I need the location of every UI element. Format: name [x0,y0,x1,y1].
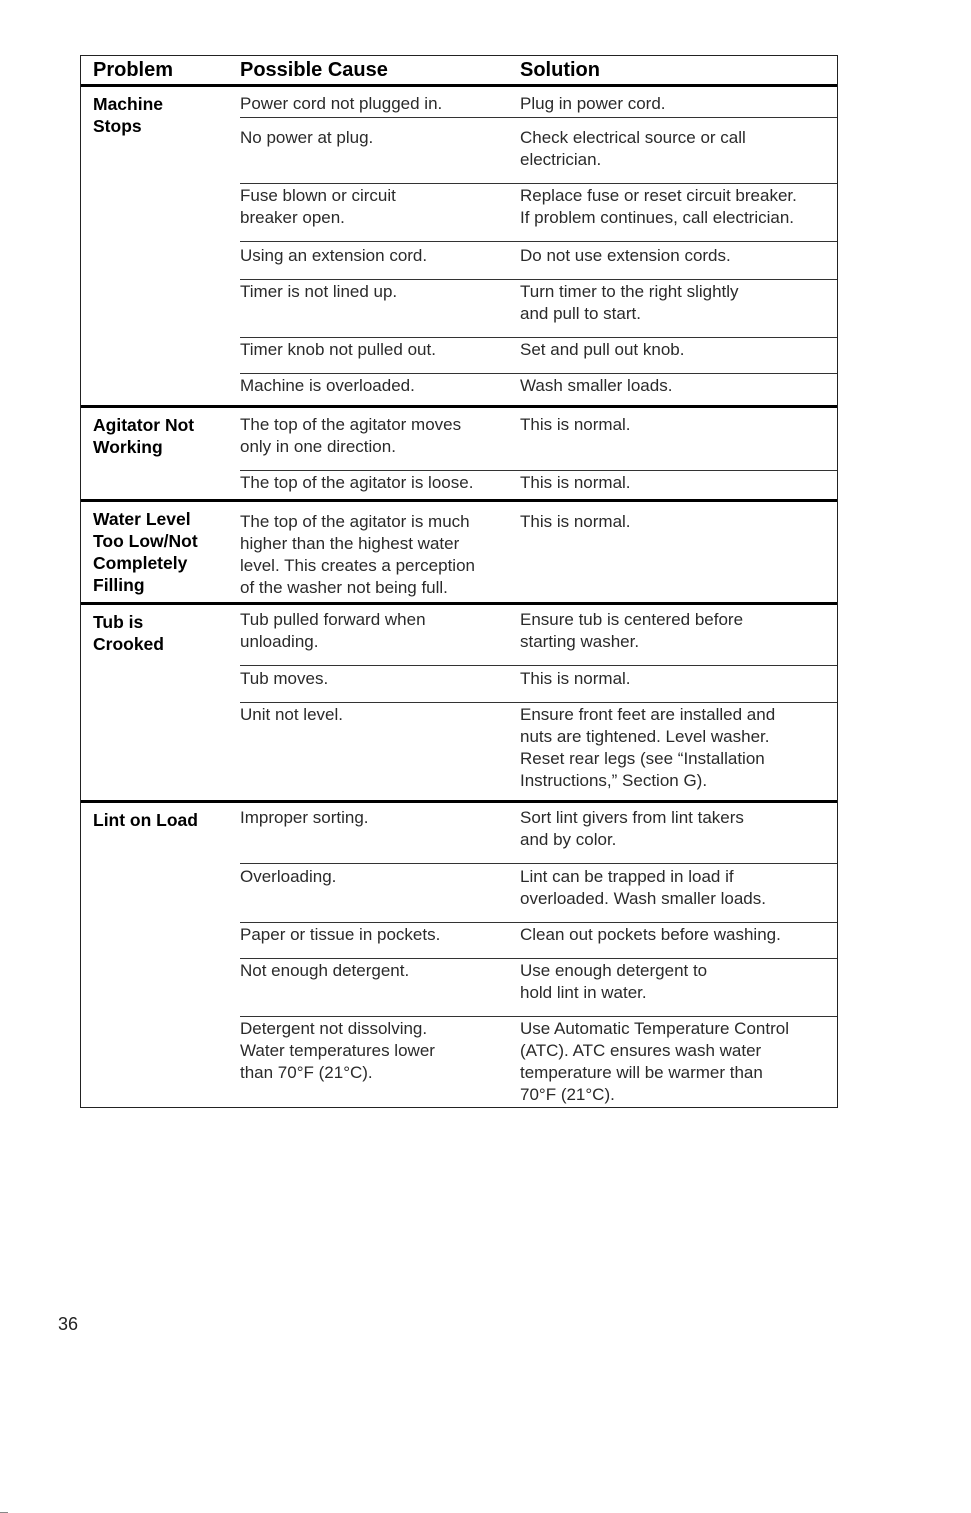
solution-line: and pull to start. [520,304,641,323]
cause-line: Machine is overloaded. [240,376,415,395]
cause-line: Not enough detergent. [240,961,410,980]
problem-label-line: Working [93,437,163,457]
solution-line: Reset rear legs (see “Installation [520,749,765,768]
solution-line: Instructions,” Section G). [520,771,708,790]
problem-label-line: Machine [93,94,164,114]
table-row [240,960,837,1017]
troubleshooting-table [80,55,838,1108]
problem-label [93,809,233,831]
cause-line: breaker open. [240,208,345,227]
cause-cell [240,807,510,829]
cause-cell [240,245,510,267]
cause-cell [240,93,510,115]
cause-cell [240,185,510,229]
solution-line: hold lint in water. [520,983,647,1002]
cause-line: Power cord not plugged in. [240,94,443,113]
solution-cell [520,414,830,436]
solution-cell [520,866,830,910]
solution-cell [520,704,830,792]
cause-cell [240,609,510,653]
problem-group [81,408,837,502]
cause-cell [240,472,510,494]
solution-line: Use enough detergent to [520,961,708,980]
cause-line: Fuse blown or circuit [240,186,396,205]
problem-group [81,502,837,605]
solution-line: Set and pull out knob. [520,340,685,359]
solution-line: Plug in power cord. [520,94,666,113]
cause-line: Using an extension cord. [240,246,428,265]
cause-cell [240,281,510,303]
table-row [240,1018,837,1114]
problem-label-line: Filling [93,575,145,595]
solution-line: Check electrical source or call [520,128,746,147]
cause-cell [240,414,510,458]
solution-line: Sort lint givers from lint takers [520,808,744,827]
solution-cell [520,281,830,325]
solution-cell [520,511,830,533]
table-row [240,245,837,280]
cause-cell [240,960,510,982]
cause-line: Unit not level. [240,705,343,724]
cause-cell [240,668,510,690]
solution-line: Use Automatic Temperature Control [520,1019,789,1038]
problem-label-line: Too Low/Not [93,531,198,551]
solution-line: Wash smaller loads. [520,376,673,395]
solution-cell [520,93,830,115]
solution-cell [520,1018,830,1106]
table-row [240,281,837,338]
cause-cell [240,924,510,946]
cause-line: Tub pulled forward when [240,610,426,629]
table-row [240,472,837,506]
problem-label [93,611,233,655]
cause-cell [240,339,510,361]
problem-label [93,93,233,137]
table-header [81,56,837,87]
cause-line: higher than the highest water [240,534,460,553]
solution-line: Replace fuse or reset circuit breaker. [520,186,797,205]
solution-cell [520,127,830,171]
solution-line: Turn timer to the right slightly [520,282,739,301]
solution-cell [520,609,830,653]
cause-line: unloading. [240,632,319,651]
table-row [240,924,837,959]
cause-line: The top of the agitator moves [240,415,462,434]
solution-line: Lint can be trapped in load if [520,867,734,886]
table-row [240,93,837,118]
header-problem: Problem [93,59,174,81]
solution-cell [520,185,830,229]
header-possible-cause: Possible Cause [240,59,388,81]
cause-cell [240,1018,510,1084]
table-row [240,609,837,666]
solution-line: 70°F (21°C). [520,1085,615,1104]
table-row [240,414,837,471]
table-row [240,127,837,184]
cause-line: only in one direction. [240,437,396,456]
table-row [240,339,837,374]
table-row [240,375,837,405]
problem-label-line: Completely [93,553,188,573]
solution-line: This is normal. [520,669,631,688]
solution-line: This is normal. [520,512,631,531]
solution-line: temperature will be warmer than [520,1063,763,1082]
solution-cell [520,668,830,690]
problem-label-line: Lint on Load [93,810,198,830]
header-solution: Solution [520,59,600,81]
solution-line: Clean out pockets before washing. [520,925,781,944]
solution-cell [520,339,830,361]
problem-label-line: Tub is [93,612,144,632]
cause-line: level. This creates a perception [240,556,475,575]
cause-line: than 70°F (21°C). [240,1063,373,1082]
problem-label-line: Crooked [93,634,164,654]
cause-cell [240,704,510,726]
solution-line: starting washer. [520,632,640,651]
solution-cell [520,245,830,267]
table-row [240,668,837,703]
problem-label-line: Stops [93,116,142,136]
solution-cell [520,960,830,1004]
cause-line: Timer is not lined up. [240,282,398,301]
cause-line: Detergent not dissolving. [240,1019,428,1038]
solution-line: nuts are tightened. Level washer. [520,727,770,746]
solution-line: (ATC). ATC ensures wash water [520,1041,762,1060]
solution-line: If problem continues, call electrician. [520,208,795,227]
cause-cell [240,127,510,149]
solution-line: overloaded. Wash smaller loads. [520,889,766,908]
table-row [240,511,837,603]
solution-line: electrician. [520,150,602,169]
solution-cell [520,375,830,397]
cause-line: Overloading. [240,867,337,886]
cause-cell [240,511,510,599]
cause-line: The top of the agitator is loose. [240,473,474,492]
page-number: 36 [58,1314,79,1334]
cause-cell [240,375,510,397]
cause-line: Water temperatures lower [240,1041,435,1060]
problem-label [93,508,233,596]
problem-label-line: Water Level [93,509,191,529]
table-row [240,866,837,923]
cause-line: Improper sorting. [240,808,369,827]
cause-line: Timer knob not pulled out. [240,340,436,359]
cause-line: No power at plug. [240,128,374,147]
cause-line: Tub moves. [240,669,329,688]
cause-line: Paper or tissue in pockets. [240,925,441,944]
table-row [240,807,837,864]
solution-cell [520,924,830,946]
solution-line: Do not use extension cords. [520,246,731,265]
problem-group [81,87,837,408]
cause-line: of the washer not being full. [240,578,448,597]
table-row [240,185,837,242]
solution-line: This is normal. [520,473,631,492]
problem-label [93,414,233,458]
problem-group [81,605,837,803]
solution-line: and by color. [520,830,617,849]
table-row [240,704,837,804]
problem-label-line: Agitator Not [93,415,195,435]
solution-cell [520,807,830,851]
solution-line: Ensure tub is centered before [520,610,744,629]
solution-line: Ensure front feet are installed and [520,705,776,724]
solution-cell [520,472,830,494]
solution-line: This is normal. [520,415,631,434]
cause-line: The top of the agitator is much [240,512,470,531]
problem-group [81,803,837,1109]
cause-cell [240,866,510,888]
